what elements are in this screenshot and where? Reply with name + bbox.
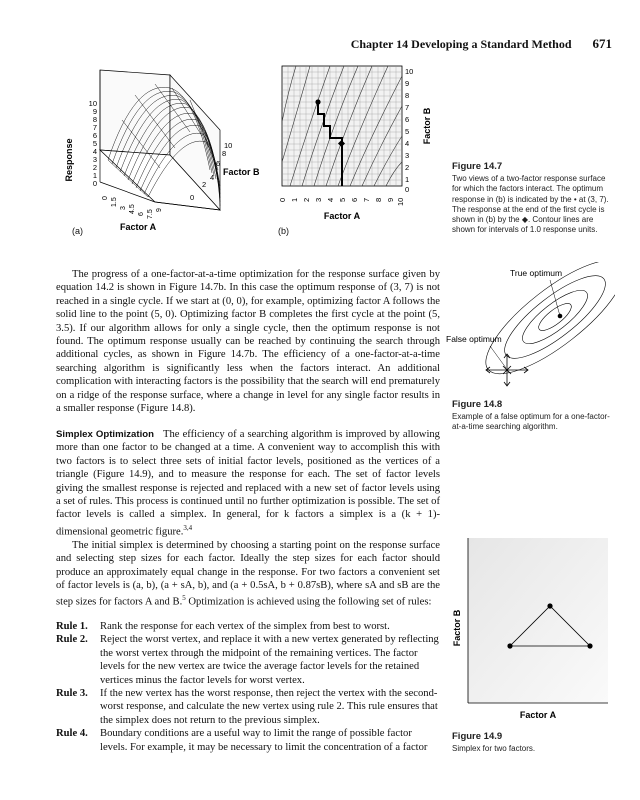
fb-tick: 2 [202, 180, 207, 189]
y-tick: 1 [405, 175, 410, 184]
rule-item [56, 727, 440, 754]
z-tick: 2 [92, 163, 97, 172]
fa-tick: 1.5 [111, 197, 118, 207]
figure-14-7a-label: (a) [72, 226, 83, 236]
z-axis-ticks [89, 99, 97, 188]
paragraph-text: Optimization is achieved using the following set of rules: [185, 596, 432, 608]
caption-text: Simplex for two factors. [452, 744, 536, 754]
y-tick: 7 [405, 103, 410, 112]
z-tick: 5 [92, 139, 97, 148]
z-tick: 6 [92, 131, 97, 140]
x-tick: 2 [302, 197, 311, 202]
figure-14-7b-label: (b) [278, 226, 289, 236]
fa-tick: 9 [156, 208, 163, 212]
fb-tick: 4 [210, 173, 215, 182]
z-tick: 0 [92, 179, 97, 188]
factor-a-label: Factor A [120, 222, 157, 232]
false-optimum-label: False optimum [446, 334, 502, 344]
figure-14-9-simplex [448, 538, 613, 728]
fa-tick: 0 [102, 196, 109, 200]
y-tick: 8 [405, 91, 410, 100]
fb-tick: 10 [224, 141, 233, 150]
z-tick: 9 [92, 107, 97, 116]
rule-item [56, 687, 440, 727]
chapter-title: Chapter 14 Developing a Standard Method [350, 37, 572, 51]
z-tick: 7 [92, 123, 97, 132]
fb-tick: 0 [190, 193, 195, 202]
paragraph-text: The efficiency of a searching algorithm is improved by allowing more than one factor to be changed at a time. A convenient way to accomplish this with two factors is to select three sets of initial factor levels, positioned as the vertices of a triangle (Figure 14.9), and to measure the response for each. The set of factor levels giving the smallest response is rejected and replaced with a new set of factor levels using a set of rules. This process is continued until no further optimization is possible. The set of factor levels is called a simplex. In general, for k factors a simplex is a (k + 1)-dimensional geometric figure. [56, 429, 440, 538]
body-text-1 [56, 268, 440, 415]
paragraph [56, 428, 440, 539]
x-tick: 6 [350, 197, 359, 202]
y-axis-ticks [405, 67, 413, 194]
caption-text: Example of a false optimum for a one-factor-at-a-time searching algorithm. [452, 412, 610, 432]
paragraph: The progress of a one-factor-at-a-time optimization for the response surface given by equation 14.2 is shown in Figure 14.7b. In this case the optimum response of (3, 7) is not reached in a single cycle. If we start at (0, 0), for example, optimizing factor A follows the solid line to the point (5, 0). Optimizing factor B completes the first cycle at the point (5, 3.5). If our algorithm allows for only a single cycle, then the optimum response is not found. The optimum response usually can be reached by continuing the search through additional cycles, as shown in Figure 14.7b. The efficiency of a one-factor-at-a-time searching algorithm is significantly less when the factors interact. An additional complication with interacting factors is the possibility that the search will end prematurely on a ridge of the response surface, where a change in level for any single factor results in a smaller response (Figure 14.8). [56, 269, 440, 415]
caption-text: Two views of a two-factor response surface for which the factors interact. The optimum response in (b) is indicated by the • at (3, 7). The response at the end of the first cycle is shown in (b) by the ◆. Contour lines are shown for intervals of 1.0 response units. [452, 174, 609, 235]
x-tick: 10 [396, 197, 405, 206]
x-tick: 8 [374, 197, 383, 202]
x-tick: 0 [278, 197, 287, 202]
body-text-2 [56, 428, 440, 609]
optimum-marker [315, 99, 320, 104]
factor-b-label: Factor B [223, 167, 260, 177]
y-axis-label: Factor B [452, 609, 462, 647]
rule-number: Rule 1. [56, 621, 88, 632]
section-heading: Simplex Optimization [56, 429, 154, 440]
caption-title: Figure 14.7 [452, 161, 503, 172]
y-tick: 2 [405, 163, 410, 172]
figure-14-7b-contour [270, 62, 445, 232]
contour-ellipses [471, 262, 615, 391]
figure-14-8-caption [452, 400, 612, 433]
x-tick: 5 [338, 197, 347, 202]
y-tick: 5 [405, 127, 410, 136]
caption-title: Figure 14.9 [452, 731, 503, 742]
running-header [351, 36, 612, 52]
rule-item [56, 620, 440, 633]
rule-item [56, 633, 440, 687]
z-tick: 3 [92, 155, 97, 164]
y-tick: 0 [405, 185, 410, 194]
y-tick: 4 [405, 139, 410, 148]
true-optimum-label: True optimum [510, 268, 563, 278]
z-axis-label: Response [64, 138, 74, 182]
fa-tick: 6 [138, 212, 145, 216]
rule-number: Rule 2. [56, 634, 88, 646]
z-tick: 8 [92, 115, 97, 124]
y-tick: 9 [405, 79, 410, 88]
citation: 5 [182, 594, 186, 603]
fa-tick: 7.5 [147, 209, 154, 219]
citation: 3,4 [183, 523, 193, 532]
x-axis-label: Factor A [323, 211, 361, 221]
rule-text: Reject the worst vertex, and replace it with a new vertex generated by reflecting the worst vertex through the midpoint of the remaining vertices. The factor levels for the new vertex are twice the average factor levels for the retained vertices minus the factor levels for worst vertex. [100, 634, 439, 686]
z-tick: 10 [88, 99, 97, 108]
y-tick: 6 [405, 115, 410, 124]
paragraph-text: The initial simplex is determined by choosing a starting point on the response surface and selecting step sizes for each factor. Ideally the step sizes for each factor should produce an approximately equal change in the response. For two factors a convenient set of factor levels is (a, b), (a + sA, b), and (a + 0.5sA, b + 0.87sB), where sA and sB are the step sizes for factors A and B. [56, 539, 440, 608]
rules-list [56, 620, 440, 754]
x-tick: 7 [362, 197, 371, 202]
rule-number: Rule 3. [56, 688, 88, 700]
fb-tick: 8 [222, 149, 227, 158]
x-axis-ticks [278, 198, 405, 206]
simplex-vertex [507, 643, 512, 648]
x-tick: 4 [326, 197, 335, 202]
figure-14-8-false-optimum [440, 262, 615, 397]
y-axis-label: Factor B [422, 107, 432, 145]
page-number: 671 [592, 36, 612, 51]
caption-title: Figure 14.8 [452, 399, 503, 410]
simplex-vertex [547, 603, 552, 608]
rule-number: Rule 4. [56, 728, 88, 740]
x-tick: 3 [314, 197, 323, 202]
x-tick: 1 [290, 197, 299, 202]
y-tick: 3 [405, 151, 410, 160]
rule-text: Boundary conditions are a useful way to limit the range of possible factor levels. For example, it may be necessary to limit the concentration of a factor [100, 728, 428, 753]
z-tick: 1 [92, 171, 97, 180]
false-optimum-cross [486, 354, 528, 386]
z-tick: 4 [92, 147, 97, 156]
fa-tick: 4.5 [129, 204, 136, 214]
x-axis-label: Factor A [519, 710, 557, 720]
figure-14-7-caption [452, 162, 612, 235]
simplex-vertex [587, 643, 592, 648]
fa-tick: 3 [120, 206, 127, 210]
rule-text: If the new vertex has the worst response, then reject the vertex with the second-worst response, and calculate the new vertex using rule 2. This rule ensures that the simplex does not return to the previous simplex. [100, 688, 438, 726]
figure-14-9-caption [452, 732, 612, 754]
rule-text: Rank the response for each vertex of the simplex from best to worst. [100, 621, 390, 632]
x-tick: 9 [386, 197, 395, 202]
figure-14-7a-surface [60, 60, 270, 235]
fb-tick: 6 [216, 159, 221, 168]
paragraph [56, 539, 440, 610]
y-tick: 10 [405, 67, 414, 76]
